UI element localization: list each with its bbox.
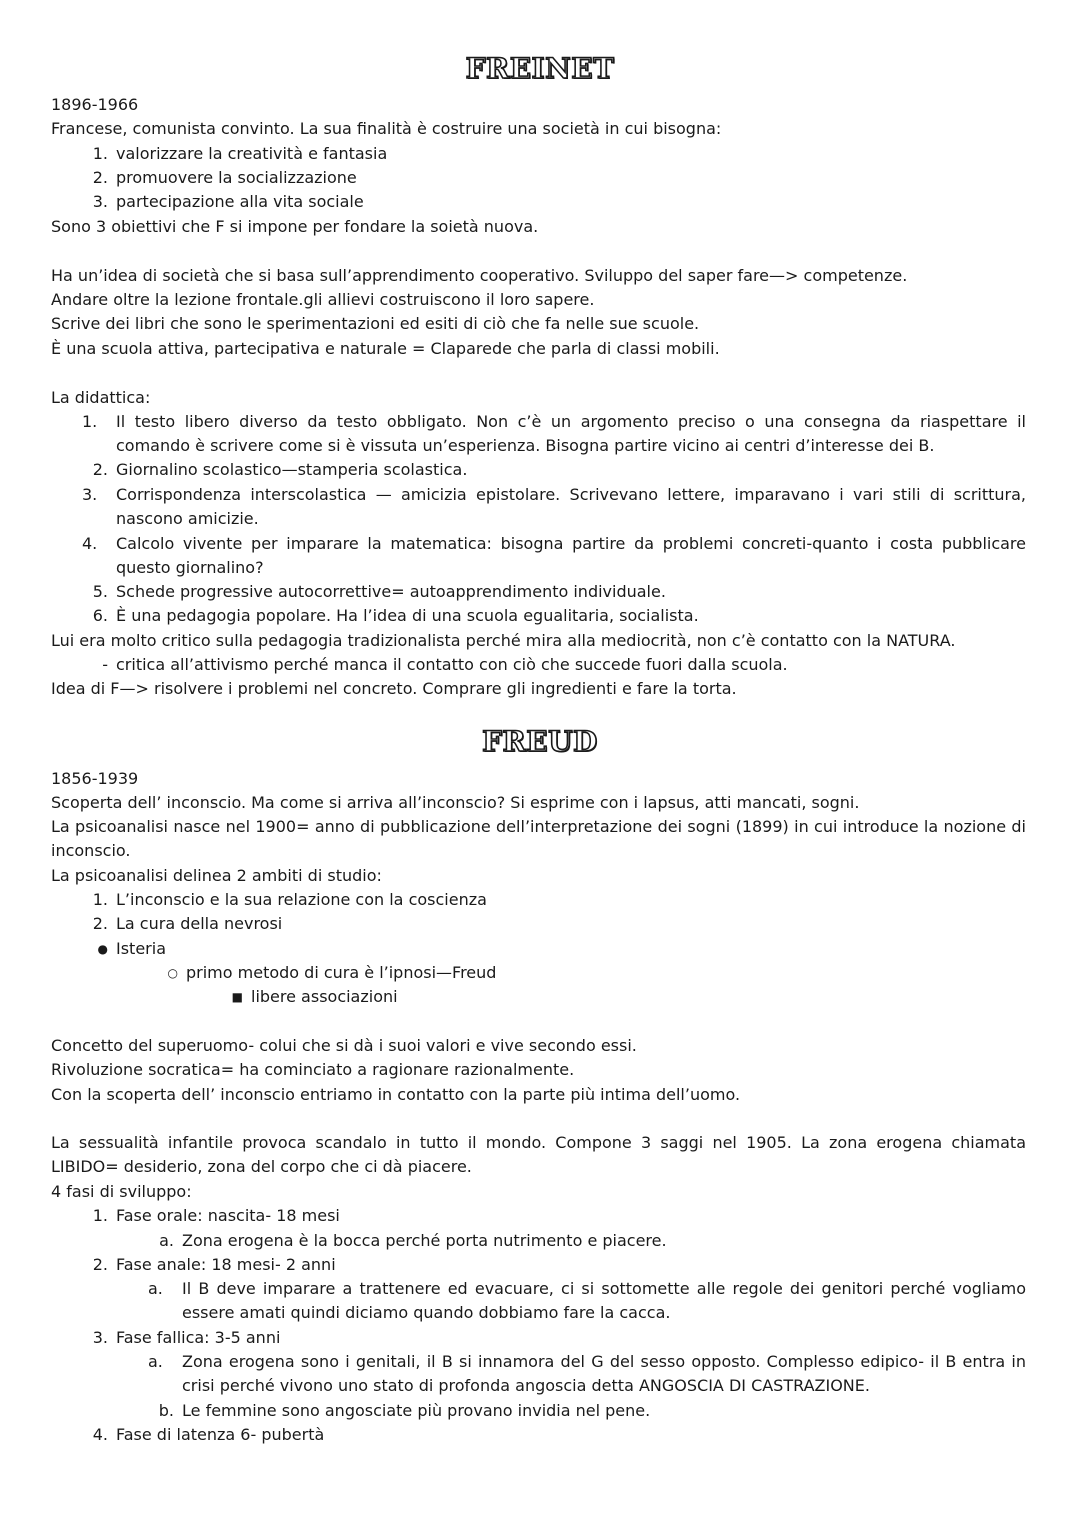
list-item-text: Il B deve imparare a trattenere ed evacuare, ci si sottomette alle regole dei genitori perché vogliamo essere amati quindi diciamo quando dobbiamo fare la cacca. bbox=[182, 1279, 1026, 1322]
freud-title: FREUD bbox=[482, 725, 598, 758]
list-item-text: Il testo libero diverso da testo obbligato. Non c’è un argomento preciso o una consegna da riaspettare il comando è scrivere come si è vissuta un’esperienza. Bisogna partire vicino ai centri d’interesse dei B. bbox=[116, 412, 1026, 455]
freinet-goal bbox=[92, 190, 1026, 214]
freud-area bbox=[92, 912, 1026, 936]
list-item-text: critica all’attivismo perché manca il contatto con ciò che succede fuori dalla scuola. bbox=[116, 655, 788, 674]
list-marker: a. bbox=[159, 1231, 174, 1250]
list-marker: 6. bbox=[92, 606, 108, 625]
freud-sexuality: La sessualità infantile provoca scandalo in tutto il mondo. Compone 3 saggi nel 1905. La zona erogena chiamata LIBIDO= desiderio, zona del corpo che ci dà piacere. bbox=[51, 1133, 1026, 1176]
list-marker: b. bbox=[158, 1401, 174, 1420]
phase-sub-item bbox=[159, 1229, 1026, 1253]
list-marker: 5. bbox=[92, 582, 108, 601]
list-marker: 2. bbox=[92, 460, 108, 479]
list-item-text: libere associazioni bbox=[251, 987, 398, 1006]
list-item-text: Le femmine sono angosciate più provano invidia nel pene. bbox=[182, 1401, 651, 1420]
phase-sub-item bbox=[148, 1277, 1026, 1325]
critique-dash-item bbox=[102, 653, 1026, 677]
didactics-item bbox=[82, 532, 1026, 580]
didactics-item bbox=[92, 458, 1026, 482]
list-item-text: Zona erogena sono i genitali, il B si innamora del G del sesso opposto. Complesso edipico- il B entra in crisi perché vivono uno stato di profonda angoscia detta ANGOSCIA DI CASTRAZIONE. bbox=[182, 1352, 1026, 1395]
list-marker: a. bbox=[148, 1352, 163, 1371]
list-marker: 1. bbox=[92, 144, 108, 163]
didactics-item bbox=[92, 580, 1026, 604]
list-marker: 3. bbox=[92, 192, 108, 211]
dash-marker: - bbox=[102, 655, 108, 674]
freud-paragraph-line: Con la scoperta dell’ inconscio entriamo in contatto con la parte più intima dell’uomo. bbox=[51, 1085, 741, 1104]
list-item-text: Zona erogena è la bocca perché porta nutrimento e piacere. bbox=[182, 1231, 667, 1250]
freinet-paragraph-line: Andare oltre la lezione frontale.gli allievi costruiscono il loro sapere. bbox=[51, 290, 595, 309]
freinet-title: FREINET bbox=[465, 52, 615, 85]
freud-paragraph-line: Rivoluzione socratica= ha cominciato a ragionare razionalmente. bbox=[51, 1060, 575, 1079]
list-item-text: partecipazione alla vita sociale bbox=[116, 192, 364, 211]
list-item-text: Calcolo vivente per imparare la matematica: bisogna partire da problemi concreti-quanto i costa pubblicare questo giornalino? bbox=[116, 534, 1026, 577]
list-item-text: primo metodo di cura è l’ipnosi—Freud bbox=[186, 963, 497, 982]
list-marker: 2. bbox=[92, 914, 108, 933]
phase-sub-item bbox=[158, 1399, 1026, 1423]
list-item-text: Fase di latenza 6- pubertà bbox=[116, 1425, 325, 1444]
hollow-bullet-icon: ○ bbox=[167, 966, 178, 980]
list-marker: 1. bbox=[92, 1206, 108, 1225]
list-marker: 3. bbox=[92, 1328, 108, 1347]
list-item-text: promuovere la socializzazione bbox=[116, 168, 357, 187]
list-marker: 1. bbox=[82, 412, 98, 431]
freinet-paragraph-line: Scrive dei libri che sono le sperimentazioni ed esiti di ciò che fa nelle sue scuole. bbox=[51, 314, 700, 333]
freud-area bbox=[92, 888, 1026, 912]
list-marker: 4. bbox=[82, 534, 98, 553]
list-item-text: L’inconscio e la sua relazione con la coscienza bbox=[116, 890, 487, 909]
didactics-item bbox=[82, 483, 1026, 531]
associations-item bbox=[231, 985, 851, 1009]
list-item-text: Schede progressive autocorrettive= autoapprendimento individuale. bbox=[116, 582, 666, 601]
freinet-intro: Francese, comunista convinto. La sua finalità è costruire una società in cui bisogna: bbox=[51, 119, 722, 138]
list-item-text: Corrispondenza interscolastica — amicizia epistolare. Scrivevano lettere, imparavano i vari stili di scrittura, nascono amicizie. bbox=[116, 485, 1026, 528]
list-item-text: Fase fallica: 3-5 anni bbox=[116, 1328, 281, 1347]
freinet-critique: Lui era molto critico sulla pedagogia tradizionalista perché mira alla mediocrità, non c’è contatto con la NATURA. bbox=[51, 631, 956, 650]
freinet-paragraph-line: È una scuola attiva, partecipativa e naturale = Claparede che parla di classi mobili. bbox=[51, 339, 720, 358]
filled-bullet-icon: ● bbox=[97, 942, 108, 956]
list-marker: a. bbox=[148, 1279, 163, 1298]
freinet-goal bbox=[92, 142, 1026, 166]
list-item-text: Giornalino scolastico—stamperia scolastica. bbox=[116, 460, 468, 479]
list-item-text: È una pedagogia popolare. Ha l’idea di una scuola egualitaria, socialista. bbox=[116, 606, 699, 625]
list-item-text: Isteria bbox=[116, 939, 166, 958]
didactics-item bbox=[82, 410, 1026, 458]
list-item-text: valorizzare la creatività e fantasia bbox=[116, 144, 388, 163]
list-item-text: Fase anale: 18 mesi- 2 anni bbox=[116, 1255, 336, 1274]
phase-item bbox=[92, 1326, 1026, 1350]
phase-sub-item bbox=[148, 1350, 1026, 1398]
phase-item bbox=[92, 1423, 1026, 1447]
freinet-didactics-label: La didattica: bbox=[51, 388, 151, 407]
list-item-text: La cura della nevrosi bbox=[116, 914, 283, 933]
freinet-goals-note: Sono 3 obiettivi che F si impone per fondare la soietà nuova. bbox=[51, 217, 539, 236]
freinet-idea: Idea di F—> risolvere i problemi nel concreto. Comprare gli ingredienti e fare la torta. bbox=[51, 679, 737, 698]
list-marker: 2. bbox=[92, 168, 108, 187]
freinet-dates: 1896-1966 bbox=[51, 95, 139, 114]
freud-line: La psicoanalisi delinea 2 ambiti di studio: bbox=[51, 866, 382, 885]
freud-dates: 1856-1939 bbox=[51, 769, 139, 788]
freud-phases-label: 4 fasi di sviluppo: bbox=[51, 1182, 192, 1201]
hypnosis-item bbox=[167, 961, 886, 985]
list-marker: 2. bbox=[92, 1255, 108, 1274]
list-marker: 1. bbox=[92, 890, 108, 909]
freud-line: La psicoanalisi nasce nel 1900= anno di pubblicazione dell’interpretazione dei sogni (1899) in cui introduce la nozione di inconscio. bbox=[51, 817, 1026, 860]
list-marker: 4. bbox=[92, 1425, 108, 1444]
freinet-paragraph-line: Ha un’idea di società che si basa sull’apprendimento cooperativo. Sviluppo del saper fare—> competenze. bbox=[51, 266, 908, 285]
hysteria-item bbox=[97, 937, 1026, 961]
phase-item bbox=[92, 1253, 1026, 1277]
phase-item bbox=[92, 1204, 1026, 1228]
list-item-text: Fase orale: nascita- 18 mesi bbox=[116, 1206, 340, 1225]
freinet-goal bbox=[92, 166, 1026, 190]
freud-paragraph-line: Concetto del superuomo- colui che si dà i suoi valori e vive secondo essi. bbox=[51, 1036, 637, 1055]
square-bullet-icon: ■ bbox=[231, 990, 243, 1004]
freud-line: Scoperta dell’ inconscio. Ma come si arriva all’inconscio? Si esprime con i lapsus, atti mancati, sogni. bbox=[51, 793, 860, 812]
didactics-item bbox=[92, 604, 1026, 628]
list-marker: 3. bbox=[82, 485, 98, 504]
